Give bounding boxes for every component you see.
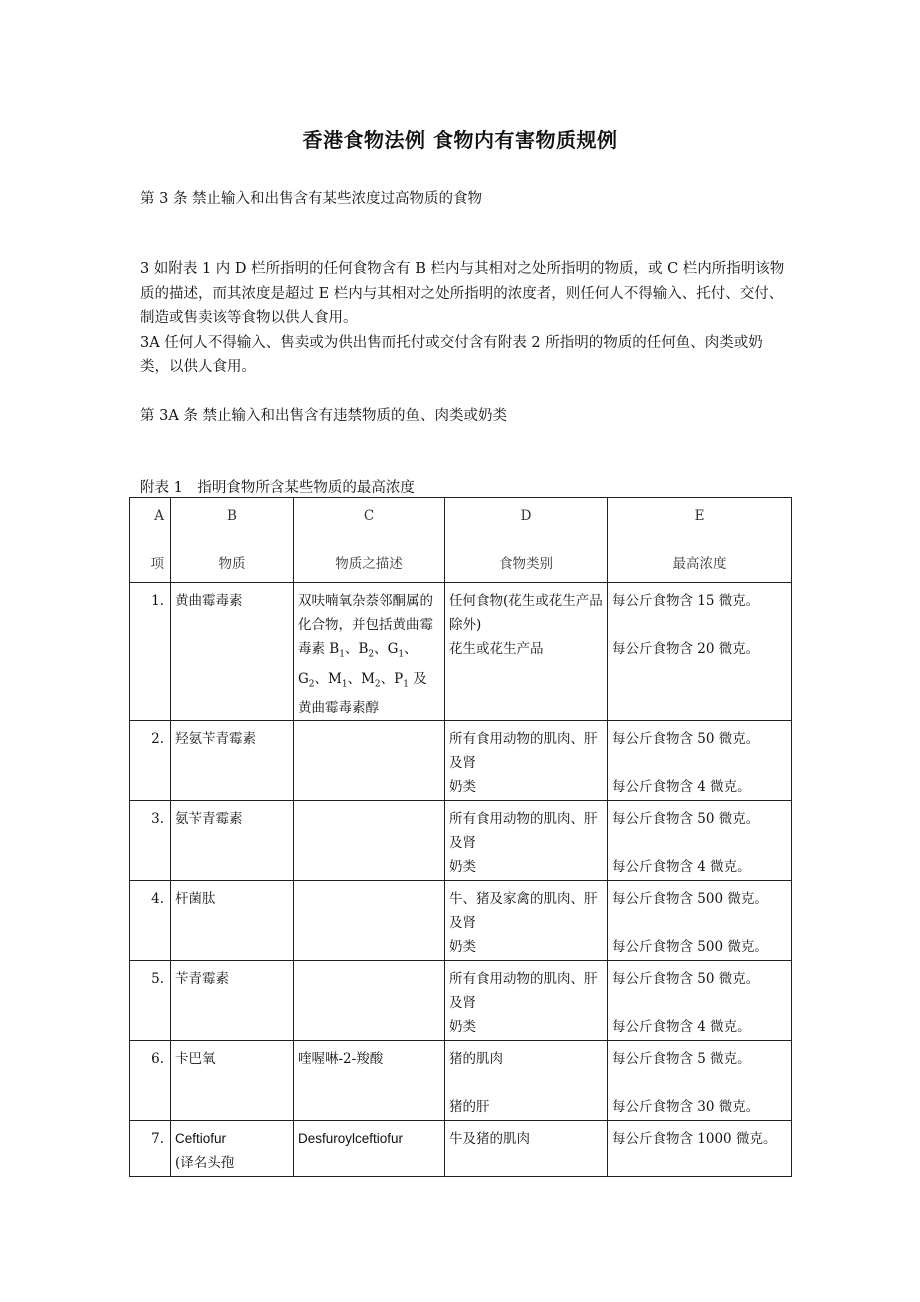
description-cell: 喹喔啉-2-羧酸	[294, 1041, 445, 1121]
substance-cell: 卡巴氧	[171, 1041, 294, 1121]
max-concentration-cell: 每公斤食物含 1000 微克。	[608, 1121, 792, 1177]
table-row	[130, 881, 792, 961]
food-category-cell: 牛、猪及家禽的肌肉、肝及肾 奶类	[445, 881, 608, 961]
food-category-cell: 所有食用动物的肌肉、肝及肾 奶类	[445, 721, 608, 801]
schedule-1-table	[129, 497, 792, 1177]
food-category-cell: 猪的肌肉 猪的肝	[445, 1041, 608, 1121]
food-category-cell: 所有食用动物的肌肉、肝及肾 奶类	[445, 961, 608, 1041]
substance-cell: 黄曲霉毒素	[171, 583, 294, 721]
table-row	[130, 583, 792, 721]
header-col-c: C 物质之描述	[294, 498, 445, 583]
max-concentration-cell: 每公斤食物含 500 微克。 每公斤食物含 500 微克。	[608, 881, 792, 961]
paragraph-3: 3 如附表 1 内 D 栏所指明的任何食物含有 B 栏内与其相对之处所指明的物质，或 C 栏内所指明该物质的描述，而其浓度是超过 E 栏内与其相对之处所指明的浓度者，则任何人不得输入、托付、交付、制造或售卖该等食物以供人食用。	[140, 261, 785, 326]
description-cell	[294, 961, 445, 1041]
food-category-cell: 所有食用动物的肌肉、肝及肾 奶类	[445, 801, 608, 881]
item-number: 2.	[130, 721, 171, 801]
max-concentration-cell: 每公斤食物含 15 微克。 每公斤食物含 20 微克。	[608, 583, 792, 721]
table-row	[130, 1121, 792, 1177]
header-col-a: A 项	[130, 498, 171, 583]
table-row	[130, 721, 792, 801]
description-cell	[294, 721, 445, 801]
section-3a-heading: 第 3A 条 禁止输入和出售含有违禁物质的鱼、肉类或奶类	[140, 408, 508, 424]
item-number: 1.	[130, 583, 171, 721]
food-category-cell: 牛及猪的肌肉	[445, 1121, 608, 1177]
table-row	[130, 961, 792, 1041]
description-cell: Desfuroylceftiofur	[294, 1121, 445, 1177]
table-caption: 附表 1 指明食物所含某些物质的最高浓度	[140, 480, 415, 496]
substance-cell: 羟氨苄青霉素	[171, 721, 294, 801]
substance-cell: 氨苄青霉素	[171, 801, 294, 881]
substance-cell: 苄青霉素	[171, 961, 294, 1041]
document-title: 香港食物法例 食物内有害物质规例	[302, 128, 618, 152]
description-cell	[294, 881, 445, 961]
section-3-body	[140, 257, 788, 380]
max-concentration-cell: 每公斤食物含 50 微克。 每公斤食物含 4 微克。	[608, 721, 792, 801]
description-cell: 双呋喃氧杂萘邻酮属的化合物，并包括黄曲霉毒素 $B_1$、$B_2$、$G_1$、$G_2$、$M_1$、$M_2$、$P_1$ 及黄曲霉毒素醇	[294, 583, 445, 721]
max-concentration-cell: 每公斤食物含 50 微克。 每公斤食物含 4 微克。	[608, 961, 792, 1041]
item-number: 6.	[130, 1041, 171, 1121]
table-row	[130, 1041, 792, 1121]
section-3-heading: 第 3 条 禁止输入和出售含有某些浓度过高物质的食物	[140, 191, 483, 207]
header-col-e: E 最高浓度	[608, 498, 792, 583]
header-col-d: D 食物类别	[445, 498, 608, 583]
table-header-row	[130, 498, 792, 583]
paragraph-3a: 3A 任何人不得输入、售卖或为供出售而托付或交付含有附表 2 所指明的物质的任何鱼、肉类或奶类，以供人食用。	[140, 334, 763, 375]
item-number: 7.	[130, 1121, 171, 1177]
header-col-b: B 物质	[171, 498, 294, 583]
substance-cell: 杆菌肽	[171, 881, 294, 961]
item-number: 3.	[130, 801, 171, 881]
table-row	[130, 801, 792, 881]
food-category-cell: 任何食物(花生或花生产品除外) 花生或花生产品	[445, 583, 608, 721]
max-concentration-cell: 每公斤食物含 5 微克。 每公斤食物含 30 微克。	[608, 1041, 792, 1121]
substance-cell: Ceftiofur (译名头孢	[171, 1121, 294, 1177]
item-number: 4.	[130, 881, 171, 961]
description-cell	[294, 801, 445, 881]
max-concentration-cell: 每公斤食物含 50 微克。 每公斤食物含 4 微克。	[608, 801, 792, 881]
item-number: 5.	[130, 961, 171, 1041]
